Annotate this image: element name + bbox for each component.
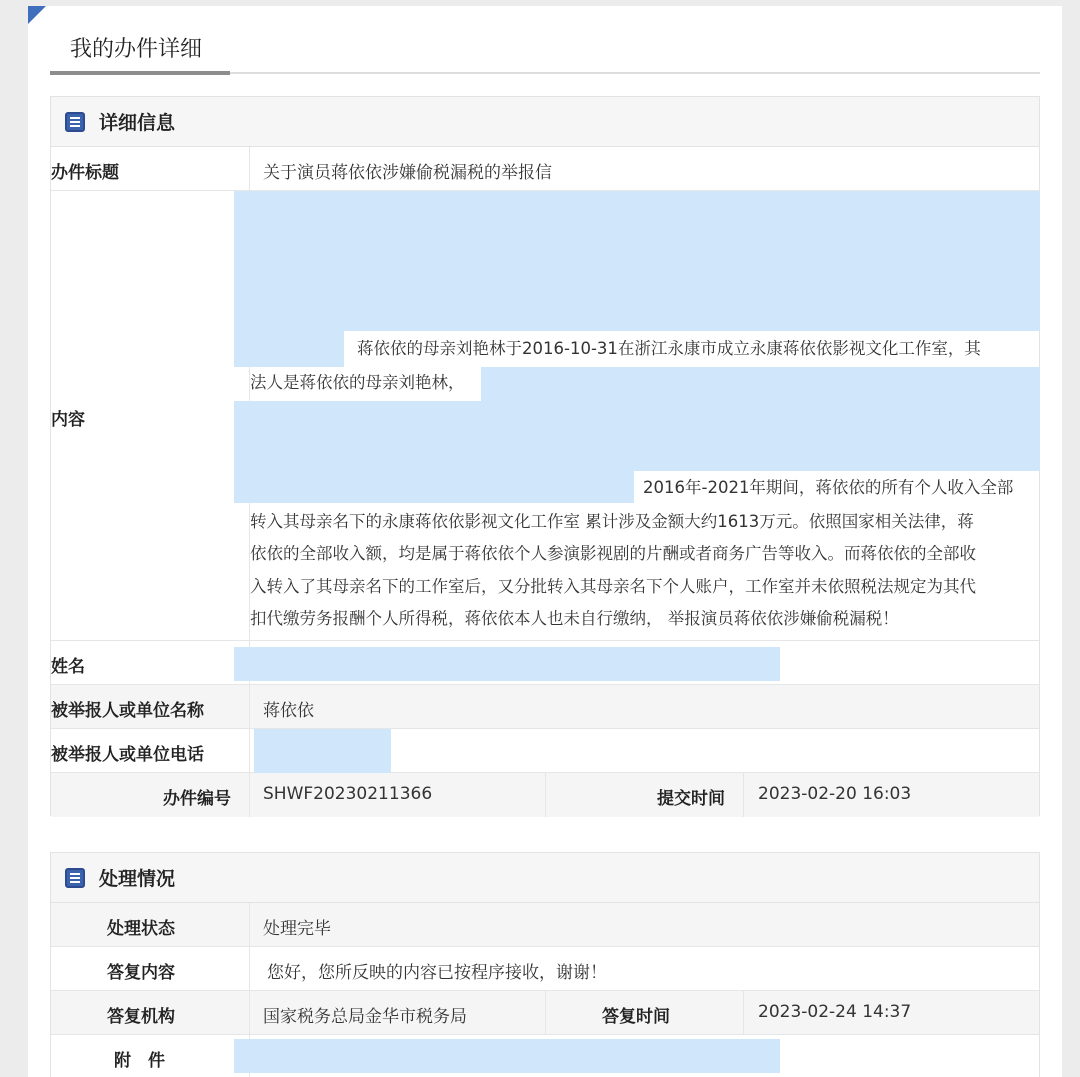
reported-name-row bbox=[51, 685, 1039, 729]
column-divider bbox=[743, 991, 744, 1034]
name-row bbox=[51, 641, 1039, 685]
submit-time-label: 提交时间 bbox=[657, 789, 725, 809]
agency-row bbox=[51, 991, 1039, 1035]
reported-phone-row bbox=[51, 729, 1039, 773]
content-line: 2016年-2021年期间，蒋依依的所有个人收入全部 bbox=[643, 478, 1014, 497]
content-line: 转入其母亲名下的永康蒋依依影视文化工作室 累计涉及金额大约1613万元。依照国家相关法律，蒋 bbox=[250, 512, 974, 531]
column-divider bbox=[743, 773, 744, 817]
column-divider bbox=[249, 685, 250, 728]
attachment-label: 附 件 bbox=[114, 1051, 165, 1071]
reply-time-value: 2023-02-24 14:37 bbox=[758, 1002, 912, 1022]
title-tab-underline bbox=[50, 71, 230, 75]
document-icon bbox=[65, 868, 85, 888]
redacted-block bbox=[234, 331, 344, 367]
case-info-row bbox=[51, 773, 1039, 817]
redacted-phone bbox=[254, 729, 391, 773]
reported-name-value: 蒋依依 bbox=[263, 701, 314, 721]
reply-label: 答复内容 bbox=[107, 963, 175, 983]
page-title: 我的办件详细 bbox=[70, 37, 203, 62]
processing-panel bbox=[50, 852, 1040, 1077]
column-divider bbox=[249, 729, 250, 772]
content-line: 扣代缴劳务报酬个人所得税，蒋依依本人也未自行缴纳， 举报演员蒋依依涉嫌偷税漏税！ bbox=[250, 609, 899, 628]
reply-row bbox=[51, 947, 1039, 991]
details-header bbox=[51, 97, 1039, 147]
reply-value: 您好，您所反映的内容已按程序接收，谢谢！ bbox=[267, 963, 607, 983]
content-line: 蒋依依的母亲刘艳林于2016-10-31在浙江永康市成立永康蒋依依影视文化工作室，其 bbox=[357, 339, 981, 358]
redacted-block bbox=[234, 191, 1040, 331]
subject-row bbox=[51, 147, 1039, 191]
column-divider bbox=[249, 947, 250, 990]
column-divider bbox=[545, 773, 546, 817]
content-label: 内容 bbox=[51, 410, 85, 430]
details-panel bbox=[50, 96, 1040, 816]
content-line: 依依的全部收入额，均是属于蒋依依个人参演影视剧的片酬或者商务广告等收入。而蒋依依的全部收 bbox=[250, 544, 976, 563]
agency-label: 答复机构 bbox=[107, 1007, 175, 1027]
agency-value: 国家税务总局金华市税务局 bbox=[263, 1007, 467, 1027]
details-title: 详细信息 bbox=[99, 112, 176, 134]
corner-marker bbox=[28, 6, 46, 24]
column-divider bbox=[249, 991, 250, 1034]
redacted-block bbox=[234, 471, 634, 503]
case-no-value: SHWF20230211366 bbox=[263, 784, 433, 804]
reported-phone-label: 被举报人或单位电话 bbox=[51, 745, 204, 765]
list-icon bbox=[65, 112, 85, 132]
status-label: 处理状态 bbox=[107, 919, 175, 939]
status-row bbox=[51, 903, 1039, 947]
status-value: 处理完毕 bbox=[263, 919, 331, 939]
redacted-name bbox=[234, 647, 780, 681]
column-divider bbox=[249, 903, 250, 946]
redacted-block bbox=[481, 367, 1040, 401]
attachment-row bbox=[51, 1035, 1039, 1077]
content-line: 入转入了其母亲名下的工作室后，又分批转入其母亲名下个人账户，工作室并未依照税法规定为其代 bbox=[250, 577, 976, 596]
content-row bbox=[51, 191, 1039, 641]
column-divider bbox=[249, 773, 250, 817]
reported-name-label: 被举报人或单位名称 bbox=[51, 701, 204, 721]
content-line: 法人是蒋依依的母亲刘艳林， bbox=[250, 373, 465, 392]
reply-time-label: 答复时间 bbox=[602, 1007, 670, 1027]
case-no-label: 办件编号 bbox=[163, 789, 231, 809]
processing-title: 处理情况 bbox=[99, 868, 176, 890]
name-label: 姓名 bbox=[51, 657, 85, 677]
subject-value: 关于演员蒋依依涉嫌偷税漏税的举报信 bbox=[263, 163, 552, 183]
column-divider bbox=[545, 991, 546, 1034]
column-divider bbox=[249, 147, 250, 190]
processing-header bbox=[51, 853, 1039, 903]
submit-time-value: 2023-02-20 16:03 bbox=[758, 784, 912, 804]
subject-label: 办件标题 bbox=[51, 163, 119, 183]
redacted-attachment bbox=[234, 1039, 780, 1073]
redacted-block bbox=[234, 401, 1040, 471]
